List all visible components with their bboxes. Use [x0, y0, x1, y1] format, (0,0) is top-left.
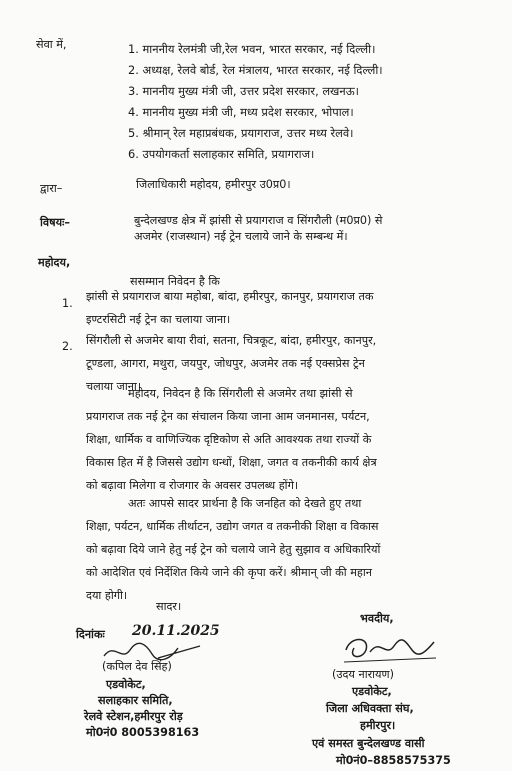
via-label: द्वारा– [40, 182, 63, 195]
recipient-5: 5. श्रीमान् रेल महाप्रबंधक, प्रयागराज, उत्तर मध्य रेलवे। [128, 126, 354, 140]
sadar-text: सादर। [156, 600, 182, 613]
para2-line-2: शिक्षा, पर्यटन, धार्मिक तीर्थाटन, उद्योग जगत व तकनीकी शिक्षा व विकास [86, 520, 379, 533]
para1-line-2: प्रयागराज तक नई ट्रेन का संचालन किया जाना आम जनमानस, पर्यटन, [86, 410, 370, 423]
left-mobile: मो0नं0 8005398163 [86, 726, 200, 739]
point-2-line-3: चलाया जाना। [86, 380, 142, 393]
right-mobile: मो0नं0–8858575375 [336, 754, 451, 767]
para1-line-1: महोदय, निवेदन है कि सिंगरौली से अजमेर तथा झांसी से [128, 387, 353, 400]
via-text: जिलाधिकारी महोदय, हमीरपुर उ0प्र0। [136, 178, 291, 191]
point-2-line-1: सिंगरौली से अजमेर बाया रीवां, सतना, चित्रकूट, बांदा, हमीरपुर, कानपुर, [86, 334, 377, 347]
para2-line-1: अतः आपसे सादर प्रार्थना है कि जनहित को देखते हुए तथा [128, 497, 362, 510]
left-title: एडवोकेट, [106, 678, 146, 691]
recipient-2: 2. अध्यक्ष, रेलवे बोर्ड, रेल मंत्रालय, भारत सरकार, नई दिल्ली। [128, 63, 383, 77]
right-name: (उदय नारायण) [332, 668, 395, 681]
signature-right-image [340, 628, 440, 668]
bhavdiya-text: भवदीय, [360, 612, 394, 625]
para2-line-3: को बढ़ावा दिये जाने हेतु नई ट्रेन को चलाये जाने हेतु सुझाव व अधिकारियों [86, 543, 381, 556]
left-org: सलाहकार समिति, [98, 694, 173, 707]
right-title: एडवोकेट, [352, 685, 392, 698]
point-2-number: 2. [62, 340, 73, 353]
point-1-number: 1. [62, 297, 73, 310]
left-name: (कपिल देव सिंह) [102, 660, 172, 673]
right-city: हमीरपुर। [360, 719, 396, 732]
recipient-6: 6. उपयोगकर्ता सलाहकार समिति, प्रयागराज। [128, 147, 315, 161]
para1-line-3: शिक्षा, धार्मिक व वाणिज्यिक दृष्टिकोण से अति आवश्यक तथा राज्यों के [86, 433, 372, 446]
point-1-line-2: इण्टरसिटी नई ट्रेन का चलाया जाना। [86, 313, 231, 326]
point-1-line-1: झांसी से प्रयागराज बाया महोबा, बांदा, हमीरपुर, कानपुर, प्रयागराज तक [86, 290, 374, 303]
seva-label: सेवा में, [36, 38, 67, 51]
subject-label: विषयः– [40, 216, 70, 229]
recipient-1: 1. माननीय रेलमंत्री जी,रेल भवन, भारत सरकार, नई दिल्ली। [128, 42, 376, 56]
para1-line-4: विकास हित में है जिससे उद्योग धन्धों, शिक्षा, जगत व तकनीकी कार्य क्षेत्र [86, 456, 377, 469]
subject-line-2: अजमेर (राजस्थान) नई ट्रेन चलाये जाने के सम्बन्ध में। [134, 230, 348, 243]
para2-line-4: को आदेशित एवं निर्देशित किये जाने की कृपा करें। श्रीमान् जी की महान [86, 566, 372, 579]
right-extra: एवं समस्त बुन्देलखण्ड वासी [312, 737, 425, 750]
date-label: दिनांकः [76, 628, 105, 641]
point-2-line-2: टूण्डला, आगरा, मथुरा, जयपुर, जोधपुर, अजमेर तक नई एक्सप्रेस ट्रेन [86, 357, 365, 370]
body-intro: ससम्मान निवेदन है कि [130, 275, 220, 288]
right-org: जिला अधिवक्ता संघ, [326, 702, 414, 715]
salutation: महोदय, [38, 256, 71, 269]
recipient-4: 4. माननीय मुख्य मंत्री जी, मध्य प्रदेश सरकार, भोपाल। [128, 105, 354, 119]
date-value: 20.11.2025 [132, 623, 220, 639]
para1-line-5: को बढ़ावा मिलेगा व रोजगार के अवसर उपलब्ध होंगे। [86, 479, 299, 492]
subject-line-1: बुन्देलखण्ड क्षेत्र में झांसी से प्रयागराज व सिंगरौली (म0प्र0) से [134, 214, 383, 227]
para2-line-5: दया होगी। [86, 589, 128, 602]
recipient-3: 3. माननीय मुख्य मंत्री जी, उत्तर प्रदेश सरकार, लखनऊ। [128, 84, 359, 98]
left-address: रेलवे स्टेशन,हमीरपुर रोड़ [84, 710, 183, 723]
